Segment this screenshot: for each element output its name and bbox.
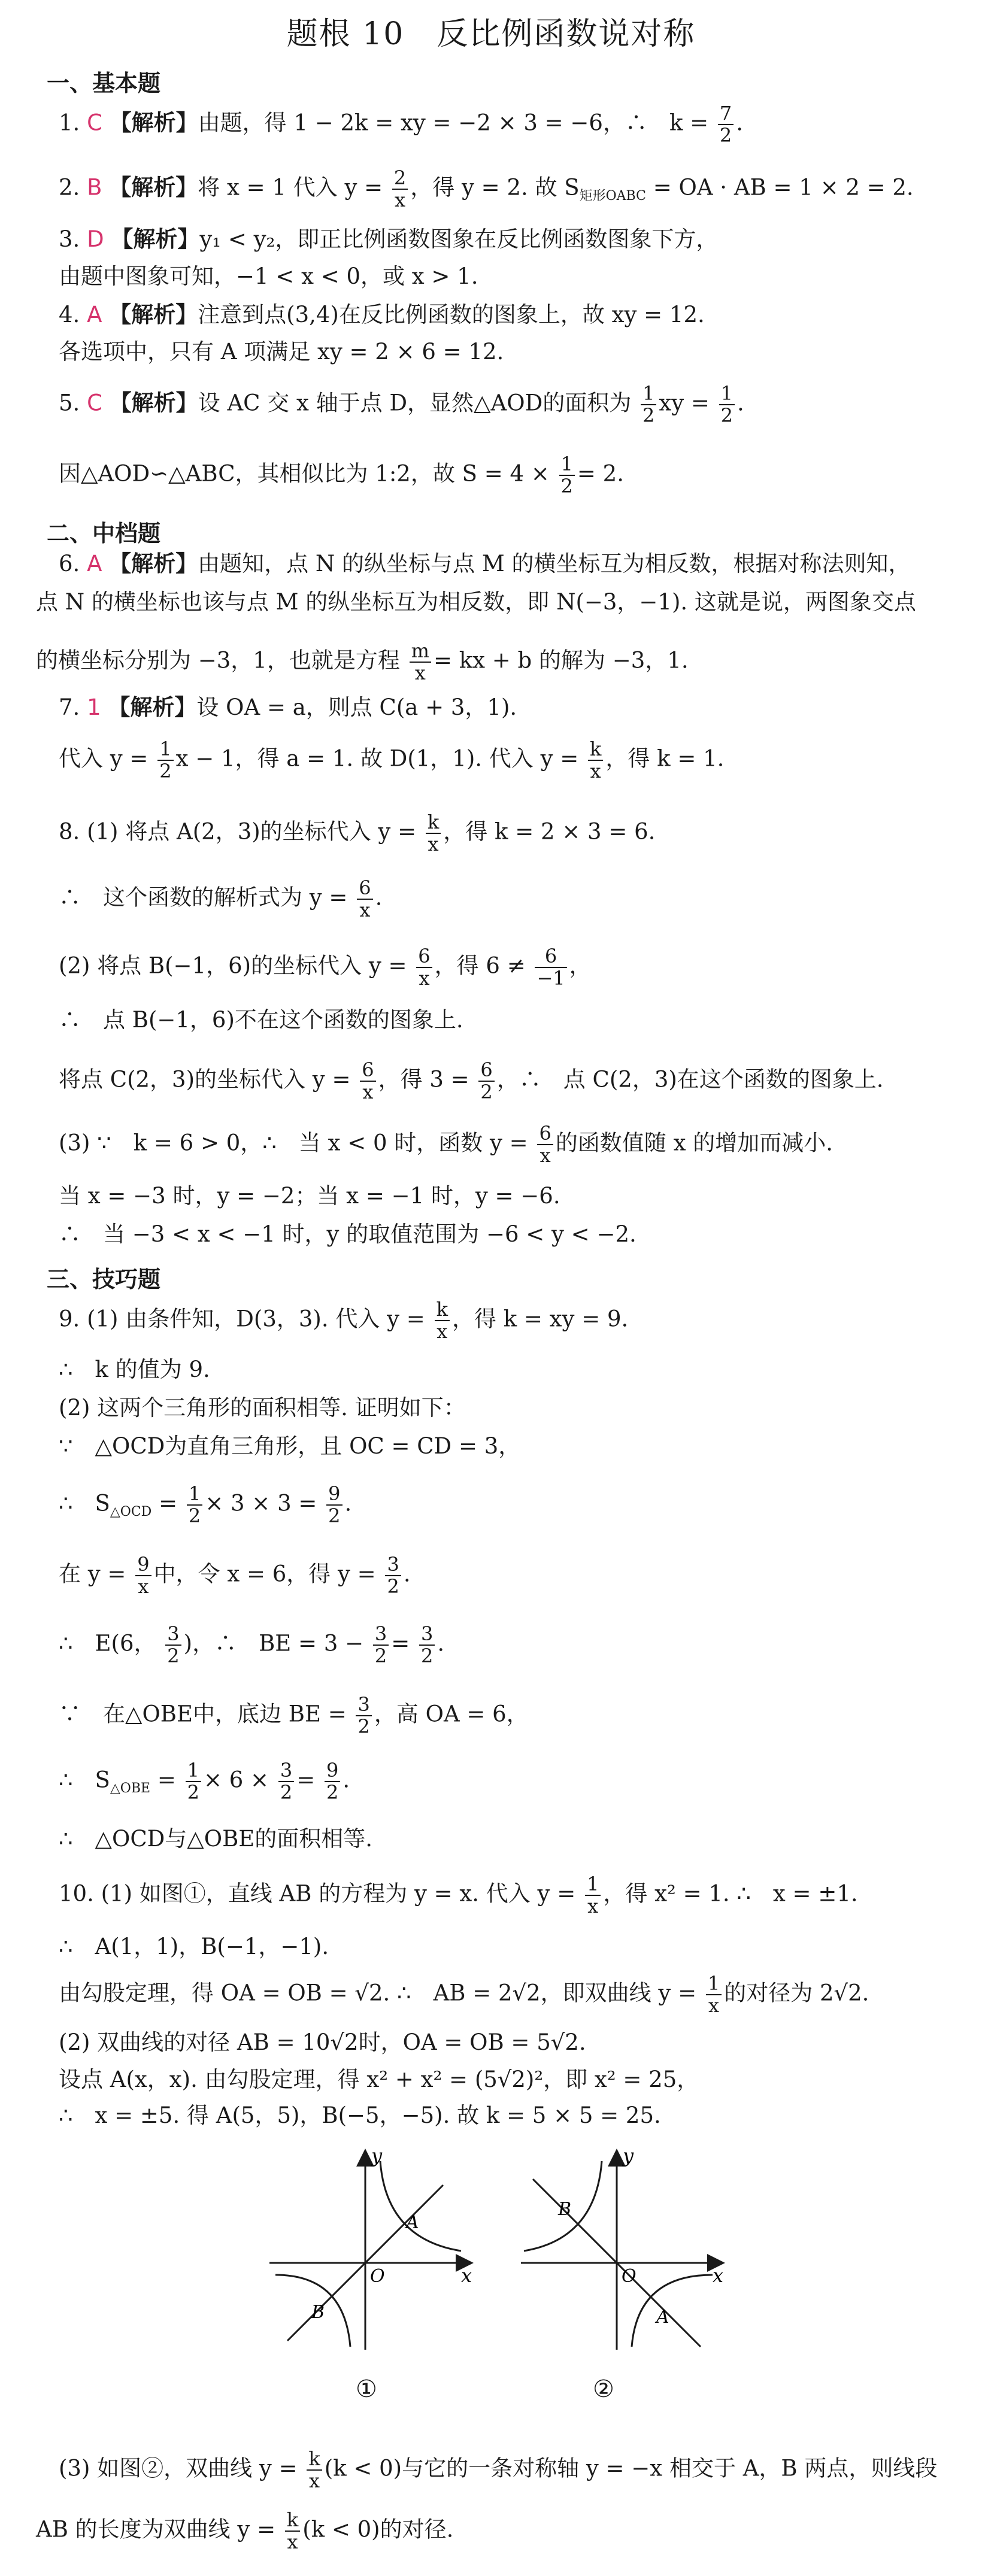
answer-9-line-9: ∴ $S_{\triangle OBE}$ = $\frac{1}{2}$ × 6 × $\frac{3}{2}$ = $\frac{9}{2}$ .: [59, 1759, 350, 1804]
answer-10-line-7: (3) 如图②，双曲线 y = $\frac{k}{x}$ (k < 0)与它的一条对称轴 y = −x 相交于 A，B 两点，则线段: [59, 2447, 938, 2493]
answer-10-line-6: ∴ x = ±5. 得 A(5，5)，B(−5，−5). 故 k = 5 × 5 = 25.: [59, 2102, 661, 2128]
answer-3-line-1: 3. D 【解析】y₁ < y₂，即正比例函数图象在反比例函数图象下方，: [59, 226, 719, 252]
answer-8-line-4: ∴ 点 B(−1，6)不在这个函数的图象上.: [59, 1007, 463, 1033]
figure-2-caption: ②: [593, 2375, 614, 2403]
answer-10-line-1: 10. (1) 如图①，直线 AB 的方程为 y = x. 代入 y = $\frac{1}{x}$ ，得 x² = 1. ∴ x = ±1.: [59, 1873, 858, 1918]
page-title: 题根 10 反比例函数说对称: [286, 16, 696, 52]
answer-9-line-6: 在 y = $\frac{9}{x}$ 中，令 x = 6，得 y = $\frac{3}{2}$ .: [59, 1553, 411, 1598]
hyperbola-branch-upper: [380, 2161, 461, 2251]
section-heading-skill: 三、技巧题: [47, 1266, 161, 1292]
hyperbola-branch-lower: [632, 2275, 713, 2347]
answer-7-line-1: 7. 1 【解析】设 OA = a，则点 C(a + 3，1).: [59, 694, 517, 720]
answer-6-line-3: 的横坐标分别为 −3，1，也就是方程 $\frac{m}{x}$ = kx + b 的解为 −3，1.: [36, 639, 689, 685]
answer-2: 2. B 【解析】将 x = 1 代入 y = $\frac{2}{x}$ ，得 y = 2. 故 $S_{矩形OABC}$ = OA · AB = 1 × 2 = 2.: [59, 166, 914, 212]
answer-8-line-1: 8. (1) 将点 A(2，3)的坐标代入 y = $\frac{k}{x}$ ，得 k = 2 × 3 = 6.: [59, 811, 656, 856]
point-a-label: A: [656, 2307, 669, 2328]
answer-4-line-1: 4. A 【解析】注意到点(3,4)在反比例函数的图象上，故 xy = 12.: [59, 302, 705, 327]
figure-1-caption: ①: [356, 2375, 377, 2403]
answer-8-line-5: 将点 C(2，3)的坐标代入 y = $\frac{6}{x}$ ，得 3 = $\frac{6}{2}$ ，∴ 点 C(2，3)在这个函数的图象上.: [59, 1058, 884, 1104]
origin-label: O: [370, 2266, 385, 2287]
origin-label: O: [622, 2266, 637, 2287]
answer-10-line-4: (2) 双曲线的对径 AB = 10√2时，OA = OB = 5√2.: [59, 2029, 586, 2055]
figure-2-hyperbola: [515, 2143, 731, 2353]
answer-9-line-4: ∵ △OCD为直角三角形，且 OC = CD = 3，: [59, 1433, 521, 1459]
answer-8-line-6: (3) ∵ k = 6 > 0，∴ 当 x < 0 时，函数 y = $\frac{6}{x}$ 的函数值随 x 的增加而减小.: [59, 1122, 833, 1167]
point-b-label: B: [311, 2302, 325, 2323]
answer-8-line-8: ∴ 当 −3 < x < −1 时，y 的取值范围为 −6 < y < −2.: [59, 1221, 637, 1247]
answer-9-line-1: 9. (1) 由条件知，D(3，3). 代入 y = $\frac{k}{x}$ ，得 k = xy = 9.: [59, 1298, 629, 1343]
answer-9-line-2: ∴ k 的值为 9.: [59, 1357, 210, 1382]
answer-9-line-5: ∴ $S_{\triangle OCD}$ = $\frac{1}{2}$ × 3 × 3 = $\frac{9}{2}$ .: [59, 1482, 352, 1528]
figure-1-hyperbola: [263, 2143, 479, 2353]
answer-7-line-2: 代入 y = $\frac{1}{2}$ x − 1，得 a = 1. 故 D(1，1). 代入 y = $\frac{k}{x}$ ，得 k = 1.: [59, 738, 725, 783]
answer-1: 1. C 【解析】由题，得 1 − 2k = xy = −2 × 3 = −6，∴ k = $\frac{7}{2}$ .: [59, 102, 744, 147]
answer-6-line-2: 点 N 的横坐标也该与点 M 的纵坐标互为相反数，即 N(−3，−1). 这就是说，两图象交点: [36, 589, 916, 615]
answer-3-line-2: 由题中图象可知，−1 < x < 0，或 x > 1.: [59, 263, 478, 289]
answer-8-line-7: 当 x = −3 时，y = −2；当 x = −1 时，y = −6.: [59, 1183, 560, 1209]
answer-9-line-7: ∴ E(6， $\frac{3}{2}$ )，∴ BE = 3 − $\frac{3}{2}$ = $\frac{3}{2}$ .: [59, 1622, 445, 1668]
y-axis-label: y: [371, 2144, 383, 2167]
x-axis-label: x: [461, 2264, 472, 2287]
answer-10-line-8: AB 的长度为双曲线 y = $\frac{k}{x}$ (k < 0)的对径.: [36, 2508, 454, 2554]
answer-9-line-10: ∴ △OCD与△OBE的面积相等.: [59, 1826, 373, 1852]
answer-8-line-2: ∴ 这个函数的解析式为 y = $\frac{6}{x}$ .: [59, 876, 383, 922]
answer-9-line-3: (2) 这两个三角形的面积相等. 证明如下：: [59, 1395, 466, 1421]
x-axis-label: x: [713, 2264, 724, 2287]
section-heading-medium: 二、中档题: [47, 520, 161, 547]
answer-9-line-8: ∵ 在△OBE中，底边 BE = $\frac{3}{2}$ ，高 OA = 6，: [59, 1693, 529, 1738]
answer-5-line-2: 因△AOD∽△ABC，其相似比为 1:2，故 S = 4 × $\frac{1}{2}$ = 2.: [59, 453, 624, 498]
point-a-label: A: [406, 2212, 419, 2233]
answer-10-line-5: 设点 A(x，x). 由勾股定理，得 x² + x² = (5√2)²，即 x² = 25，: [59, 2067, 699, 2092]
answer-10-line-3: 由勾股定理，得 OA = OB = √2. ∴ AB = 2√2，即双曲线 y = $\frac{1}{x}$ 的对径为 2√2.: [59, 1972, 869, 2017]
section-heading-basic: 一、基本题: [47, 70, 161, 96]
answer-6-line-1: 6. A 【解析】由题知，点 N 的纵坐标与点 M 的横坐标互为相反数，根据对称法则知，: [59, 551, 911, 577]
answer-8-line-3: (2) 将点 B(−1，6)的坐标代入 y = $\frac{6}{x}$ ，得 6 ≠ $\frac{6}{-1}$ ，: [59, 945, 592, 990]
answer-10-line-2: ∴ A(1，1)，B(−1，−1).: [59, 1934, 329, 1959]
point-b-label: B: [558, 2199, 572, 2220]
answer-4-line-2: 各选项中，只有 A 项满足 xy = 2 × 6 = 12.: [59, 339, 504, 365]
answer-5-line-1: 5. C 【解析】设 AC 交 x 轴于点 D，显然△AOD的面积为 $\frac{1}{2}$ xy = $\frac{1}{2}$ .: [59, 382, 744, 427]
y-axis-label: y: [623, 2144, 634, 2167]
